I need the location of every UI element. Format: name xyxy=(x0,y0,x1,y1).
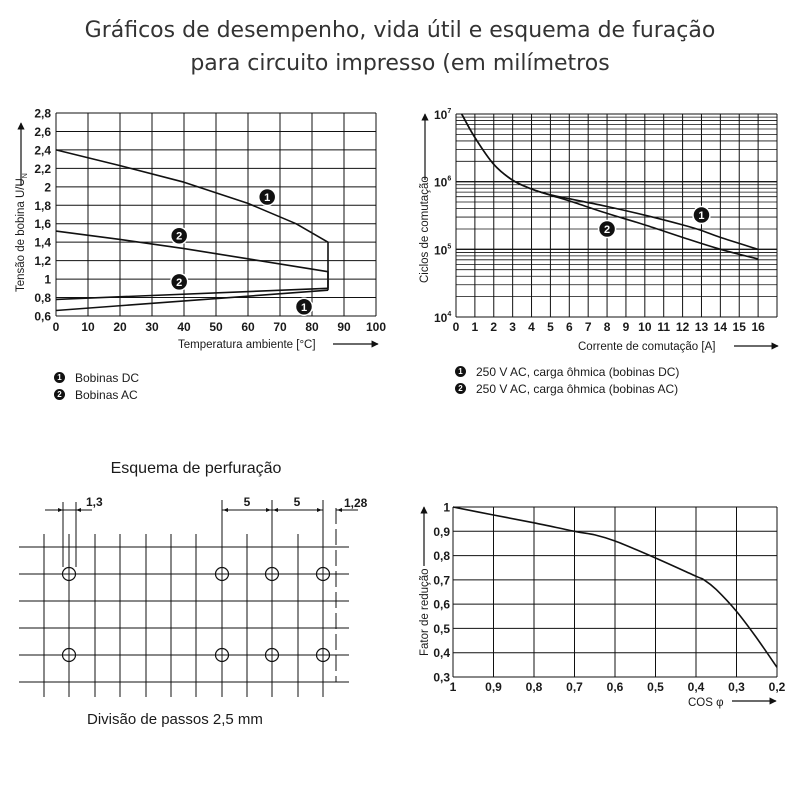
x-axis-label xyxy=(578,341,778,353)
series-marker-1 xyxy=(296,298,313,315)
svg-text:10: 10 xyxy=(638,320,652,334)
chart-series xyxy=(56,150,328,311)
legend-label: 250 V AC, carga ôhmica (bobinas AC) xyxy=(476,381,679,396)
svg-text:15: 15 xyxy=(732,320,746,334)
x-axis-title: COS φ xyxy=(688,697,724,709)
svg-text:0,2: 0,2 xyxy=(768,680,786,694)
svg-text:11: 11 xyxy=(657,320,671,334)
svg-text:3: 3 xyxy=(509,320,516,334)
svg-text:1,2: 1,2 xyxy=(34,254,51,269)
switching-cycles-chart xyxy=(419,108,778,353)
dimension-label: 1,3 xyxy=(86,495,103,509)
svg-text:14: 14 xyxy=(713,320,728,334)
svg-text:20: 20 xyxy=(113,320,127,334)
chart1-legend xyxy=(54,369,139,403)
svg-text:80: 80 xyxy=(305,320,319,334)
legend-label: 250 V AC, carga ôhmica (bobinas DC) xyxy=(476,364,680,379)
title-line-2: para circuito impresso (em milímetros xyxy=(190,51,610,76)
dimension-label: 1,28 xyxy=(344,496,368,510)
x-axis-title: Temperatura ambiente [°C] xyxy=(178,339,316,351)
svg-text:0: 0 xyxy=(52,320,60,334)
legend-item xyxy=(455,363,679,380)
svg-text:6: 6 xyxy=(565,320,573,334)
svg-text:2,2: 2,2 xyxy=(34,161,51,176)
svg-text:13: 13 xyxy=(694,320,709,334)
svg-text:70: 70 xyxy=(273,320,287,334)
svg-text:10: 10 xyxy=(81,320,95,334)
svg-text:0,3: 0,3 xyxy=(433,670,450,685)
svg-text:2: 2 xyxy=(490,320,498,334)
y-axis-label xyxy=(419,507,431,656)
series-line xyxy=(56,150,328,290)
svg-text:1: 1 xyxy=(449,680,457,694)
drilling-caption: Divisão de passos 2,5 mm xyxy=(87,711,263,728)
svg-text:100: 100 xyxy=(365,320,387,334)
y-axis-title: Ciclos de comutação xyxy=(419,176,431,283)
legend-label: Bobinas AC xyxy=(75,387,138,402)
chart2-legend xyxy=(455,363,679,397)
svg-text:4: 4 xyxy=(528,320,535,334)
svg-text:0,7: 0,7 xyxy=(566,680,583,694)
reduction-factor-chart xyxy=(419,501,786,710)
axis-ticks xyxy=(433,501,785,695)
x-axis-label xyxy=(178,339,378,351)
y-axis-label xyxy=(419,114,431,283)
svg-text:0,5: 0,5 xyxy=(647,680,664,694)
series-marker-1 xyxy=(259,188,276,205)
legend-label: Bobinas DC xyxy=(75,370,140,385)
dimension-lines xyxy=(45,495,368,567)
svg-text:0,6: 0,6 xyxy=(34,309,51,324)
chart-grid xyxy=(453,507,777,677)
svg-text:0,7: 0,7 xyxy=(433,573,450,588)
y-axis-title: Fator de redução xyxy=(419,568,431,656)
svg-text:2,4: 2,4 xyxy=(34,143,51,158)
svg-text:1: 1 xyxy=(698,210,705,222)
marker-2-icon: 2 xyxy=(455,383,466,394)
svg-text:2: 2 xyxy=(176,230,183,243)
y-tick-label: $10^6$ xyxy=(434,175,452,190)
svg-text:0,9: 0,9 xyxy=(433,524,450,539)
legend-item xyxy=(54,386,139,403)
coil-voltage-chart xyxy=(15,107,386,352)
svg-text:2: 2 xyxy=(176,276,183,289)
svg-text:0,3: 0,3 xyxy=(728,680,745,694)
drilling-scheme xyxy=(19,460,368,697)
series-line xyxy=(56,231,328,288)
svg-text:0,6: 0,6 xyxy=(606,680,624,694)
marker-2-icon: 2 xyxy=(54,389,65,400)
svg-text:1,6: 1,6 xyxy=(34,217,51,232)
svg-text:1: 1 xyxy=(44,272,51,287)
svg-text:30: 30 xyxy=(145,320,159,334)
svg-text:1: 1 xyxy=(300,301,308,314)
y-tick-label: $10^4$ xyxy=(434,311,452,325)
svg-text:8: 8 xyxy=(603,320,611,334)
svg-text:12: 12 xyxy=(675,320,690,334)
series-marker-2 xyxy=(171,273,188,290)
svg-text:16: 16 xyxy=(751,320,765,334)
x-axis-title: Corrente de comutação [A] xyxy=(578,341,716,353)
svg-text:1,8: 1,8 xyxy=(34,198,51,213)
drilling-title: Esquema de perfuração xyxy=(110,460,282,477)
svg-text:1: 1 xyxy=(264,191,271,204)
svg-text:90: 90 xyxy=(337,320,351,334)
series-marker-1 xyxy=(693,207,710,224)
dimension-label: 5 xyxy=(243,495,251,509)
title-line-1: Gráficos de desempenho, vida útil e esquema de furação xyxy=(84,18,716,43)
y-axis-label xyxy=(15,123,29,292)
svg-text:60: 60 xyxy=(241,320,255,334)
svg-text:0,8: 0,8 xyxy=(525,680,543,694)
svg-text:0,5: 0,5 xyxy=(433,621,450,636)
svg-text:2: 2 xyxy=(44,180,51,195)
svg-text:0,6: 0,6 xyxy=(433,597,450,612)
legend-item xyxy=(54,369,139,386)
svg-text:0,8: 0,8 xyxy=(433,549,450,564)
svg-text:40: 40 xyxy=(177,320,191,334)
svg-text:0,8: 0,8 xyxy=(34,291,51,306)
y-tick-label: $10^5$ xyxy=(434,243,452,258)
axis-ticks xyxy=(434,108,765,334)
x-axis-label xyxy=(688,697,776,709)
svg-text:50: 50 xyxy=(209,320,223,334)
svg-text:0,4: 0,4 xyxy=(687,680,705,694)
series-marker-2 xyxy=(599,221,616,238)
svg-text:9: 9 xyxy=(622,320,630,334)
y-tick-label: $10^7$ xyxy=(434,108,452,122)
marker-1-icon: 1 xyxy=(455,366,466,377)
y-axis-title: Tensão de bobina $U/U_N$ xyxy=(15,173,29,292)
drilling-grid xyxy=(19,508,349,697)
svg-text:0: 0 xyxy=(452,320,460,334)
svg-text:1: 1 xyxy=(443,500,450,515)
svg-text:1,4: 1,4 xyxy=(34,235,51,250)
marker-1-icon: 1 xyxy=(54,372,65,383)
svg-text:7: 7 xyxy=(584,320,592,334)
svg-text:0,9: 0,9 xyxy=(485,680,502,694)
svg-text:2,6: 2,6 xyxy=(34,124,51,139)
series-markers xyxy=(599,207,710,238)
svg-text:1: 1 xyxy=(471,320,479,334)
svg-text:2,8: 2,8 xyxy=(34,106,51,121)
svg-text:0,4: 0,4 xyxy=(433,646,450,661)
axis-ticks xyxy=(34,107,386,335)
dimension-label: 5 xyxy=(293,495,301,509)
svg-text:2: 2 xyxy=(603,224,611,236)
legend-item xyxy=(455,380,679,397)
svg-text:5: 5 xyxy=(547,320,554,334)
series-marker-2 xyxy=(171,227,188,244)
